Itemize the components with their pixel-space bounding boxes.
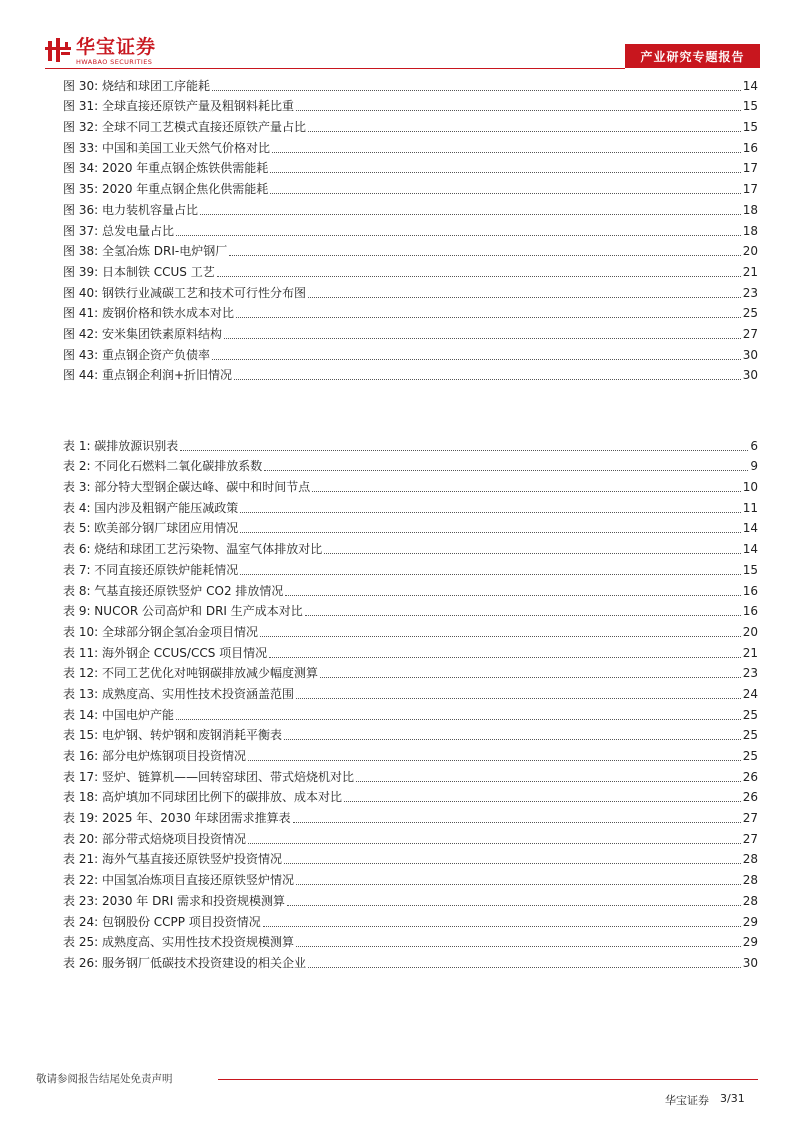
toc-entry-title: 表 26: 服务钢厂低碳技术投资建设的相关企业: [63, 955, 306, 970]
toc-leader-dots: [284, 863, 741, 864]
toc-entry-page: 15: [742, 120, 758, 135]
toc-entry[interactable]: [63, 930, 758, 951]
toc-leader-dots: [176, 235, 741, 236]
toc-entry-title: 表 19: 2025 年、2030 年球团需求推算表: [63, 811, 291, 826]
toc-leader-dots: [269, 657, 741, 658]
footer-page-number: 3/31: [720, 1092, 745, 1105]
toc-entry-title: 表 20: 部分带式焙烧项目投资情况: [63, 831, 246, 846]
toc-entry[interactable]: [63, 342, 758, 363]
toc-entry[interactable]: [63, 578, 758, 599]
table-index-list: [63, 433, 758, 971]
toc-entry[interactable]: [63, 867, 758, 888]
toc-leader-dots: [320, 677, 741, 678]
toc-leader-dots: [308, 967, 741, 968]
toc-entry-page: 14: [742, 521, 758, 536]
toc-entry[interactable]: [63, 826, 758, 847]
toc-leader-dots: [284, 739, 741, 740]
toc-entry-page: 18: [742, 202, 758, 217]
toc-entry[interactable]: [63, 94, 758, 115]
toc-entry-page: 6: [750, 438, 758, 453]
toc-entry-page: 27: [742, 811, 758, 826]
footer-company: 华宝证券: [665, 1094, 709, 1107]
toc-leader-dots: [285, 595, 740, 596]
toc-entry-page: 28: [742, 873, 758, 888]
toc-entry[interactable]: [63, 301, 758, 322]
toc-entry[interactable]: [63, 156, 758, 177]
toc-entry[interactable]: [63, 280, 758, 301]
toc-entry-title: 图 41: 废钢价格和铁水成本对比: [63, 306, 234, 321]
toc-entry-title: 表 9: NUCOR 公司高炉和 DRI 生产成本对比: [63, 604, 303, 619]
toc-leader-dots: [344, 801, 741, 802]
toc-entry-page: 15: [742, 562, 758, 577]
toc-entry-title: 表 2: 不同化石燃料二氧化碳排放系数: [63, 459, 263, 474]
toc-entry-title: 图 33: 中国和美国工业天然气价格对比: [63, 140, 270, 155]
toc-leader-dots: [260, 636, 741, 637]
figure-index-list: [63, 73, 758, 383]
toc-entry-title: 表 16: 部分电炉炼钢项目投资情况: [63, 749, 246, 763]
toc-leader-dots: [272, 152, 741, 153]
toc-entry-page: 28: [742, 893, 758, 908]
toc-entry-title: 表 1: 碳排放源识别表: [63, 438, 179, 453]
toc-entry-page: 29: [742, 935, 758, 950]
toc-entry-title: 表 7: 不同直接还原铁炉能耗情况: [63, 562, 239, 577]
company-logo: [45, 37, 156, 66]
toc-entry-title: 表 25: 成熟度高、实用性技术投资规模测算: [63, 935, 294, 950]
toc-entry-title: 图 40: 钢铁行业减碳工艺和技术可行性分布图: [63, 285, 306, 300]
toc-entry-title: 图 34: 2020 年重点钢企炼铁供需能耗: [63, 161, 269, 176]
toc-entry[interactable]: [63, 516, 758, 537]
toc-entry-page: 21: [742, 264, 758, 279]
toc-leader-dots: [296, 946, 741, 947]
toc-entry-title: 图 42: 安米集团铁素原料结构: [63, 326, 222, 341]
toc-entry[interactable]: [63, 474, 758, 495]
toc-leader-dots: [248, 843, 741, 844]
logo-text-en: HWABAO SECURITIES: [76, 58, 153, 66]
toc-leader-dots: [180, 450, 748, 451]
toc-leader-dots: [296, 698, 741, 699]
toc-entry-title: 图 35: 2020 年重点钢企焦化供需能耗: [63, 182, 269, 197]
logo-mark-icon: [45, 37, 71, 63]
logo-text-cn: 华宝证券: [76, 36, 157, 58]
toc-leader-dots: [308, 297, 741, 298]
toc-entry[interactable]: [63, 847, 758, 868]
toc-entry[interactable]: [63, 197, 758, 218]
toc-leader-dots: [312, 491, 740, 492]
toc-entry-title: 图 31: 全球直接还原铁产量及粗钢料耗比重: [63, 99, 294, 114]
toc-entry-page: 14: [742, 542, 758, 557]
footer-disclaimer: 敬请参阅报告结尾处免责声明: [36, 1073, 173, 1085]
toc-leader-dots: [176, 719, 741, 720]
toc-entry-title: 表 15: 电炉钢、转炉钢和废钢消耗平衡表: [63, 728, 282, 743]
toc-entry[interactable]: [63, 433, 758, 454]
toc-entry-title: 图 30: 烧结和球团工序能耗: [63, 78, 210, 93]
toc-entry-page: 30: [742, 368, 758, 383]
toc-entry-page: 27: [742, 831, 758, 846]
toc-leader-dots: [264, 470, 748, 471]
toc-leader-dots: [270, 172, 740, 173]
toc-leader-dots: [240, 532, 740, 533]
toc-entry[interactable]: [63, 661, 758, 682]
toc-entry-title: 表 22: 中国氢冶炼项目直接还原铁竖炉情况: [63, 873, 294, 888]
toc-leader-dots: [224, 338, 741, 339]
toc-entry-title: 表 12: 不同工艺优化对吨钢碳排放减少幅度测算: [63, 666, 318, 681]
toc-leader-dots: [270, 193, 740, 194]
toc-entry[interactable]: [63, 73, 758, 94]
toc-entry[interactable]: [63, 702, 758, 723]
toc-entry[interactable]: [63, 495, 758, 516]
toc-entry[interactable]: [63, 259, 758, 280]
footer-divider: [218, 1079, 758, 1080]
toc-entry-page: 25: [742, 749, 758, 763]
toc-entry-title: 表 14: 中国电炉产能: [63, 707, 174, 722]
toc-entry-title: 表 24: 包钢股份 CCPP 项目投资情况: [63, 914, 261, 929]
toc-entry-page: 28: [742, 852, 758, 867]
toc-leader-dots: [287, 905, 741, 906]
toc-entry-title: 图 32: 全球不同工艺模式直接还原铁产量占比: [63, 120, 306, 135]
toc-leader-dots: [296, 110, 741, 111]
toc-entry-title: 表 10: 全球部分钢企氢冶金项目情况: [63, 624, 258, 639]
toc-leader-dots: [212, 359, 741, 360]
page-header: [0, 0, 793, 75]
toc-entry[interactable]: [63, 321, 758, 342]
header-divider: [45, 68, 625, 69]
toc-entry-page: 16: [742, 140, 758, 155]
toc-leader-dots: [296, 884, 741, 885]
toc-entry-title: 表 21: 海外气基直接还原铁竖炉投资情况: [63, 852, 282, 867]
toc-leader-dots: [305, 615, 741, 616]
toc-entry[interactable]: [63, 619, 758, 640]
toc-leader-dots: [240, 512, 740, 513]
toc-entry-title: 表 18: 高炉填加不同球团比例下的碳排放、成本对比: [63, 790, 342, 805]
toc-leader-dots: [324, 553, 740, 554]
toc-entry-title: 表 3: 部分特大型钢企碳达峰、碳中和时间节点: [63, 480, 311, 495]
toc-entry-page: 24: [742, 686, 758, 701]
toc-entry-page: 11: [742, 500, 758, 515]
toc-entry-title: 表 6: 烧结和球团工艺污染物、温室气体排放对比: [63, 542, 323, 557]
toc-entry-page: 23: [742, 666, 758, 681]
toc-entry-page: 20: [742, 244, 758, 259]
toc-entry[interactable]: [63, 723, 758, 744]
toc-entry-page: 15: [742, 99, 758, 114]
toc-entry-page: 16: [742, 583, 758, 598]
toc-leader-dots: [234, 379, 741, 380]
toc-leader-dots: [236, 317, 741, 318]
toc-leader-dots: [293, 822, 741, 823]
toc-leader-dots: [217, 276, 741, 277]
toc-entry-title: 图 38: 全氢冶炼 DRI-电炉钢厂: [63, 244, 228, 259]
toc-leader-dots: [240, 574, 740, 575]
toc-entry[interactable]: [63, 640, 758, 661]
toc-entry-page: 25: [742, 728, 758, 743]
toc-entry-title: 图 36: 电力装机容量占比: [63, 202, 198, 217]
toc-entry-page: 14: [742, 78, 758, 93]
toc-entry[interactable]: [63, 114, 758, 135]
toc-entry[interactable]: [63, 176, 758, 197]
toc-entry[interactable]: [63, 557, 758, 578]
toc-entry[interactable]: [63, 239, 758, 260]
toc-entry-page: 26: [742, 790, 758, 805]
toc-entry-title: 表 23: 2030 年 DRI 需求和投资规模测算: [63, 893, 286, 908]
toc-entry[interactable]: [63, 764, 758, 785]
toc-entry[interactable]: [63, 681, 758, 702]
toc-entry-page: 17: [742, 161, 758, 176]
toc-entry-title: 表 8: 气基直接还原铁竖炉 CO2 排放情况: [63, 583, 284, 598]
toc-entry-page: 30: [742, 347, 758, 362]
toc-entry[interactable]: [63, 743, 758, 764]
toc-entry-page: 25: [742, 707, 758, 722]
toc-entry[interactable]: [63, 536, 758, 557]
toc-entry-title: 表 5: 欧美部分钢厂球团应用情况: [63, 521, 239, 536]
toc-entry[interactable]: [63, 805, 758, 826]
toc-entry-page: 23: [742, 285, 758, 300]
toc-entry-page: 30: [742, 955, 758, 970]
toc-entry[interactable]: [63, 135, 758, 156]
toc-entry-page: 16: [742, 604, 758, 619]
toc-leader-dots: [248, 760, 741, 761]
toc-entry-page: 18: [742, 223, 758, 238]
toc-entry-title: 图 44: 重点钢企利润+折旧情况: [63, 368, 232, 383]
toc-entry-title: 表 4: 国内涉及粗钢产能压减政策: [63, 500, 239, 515]
toc-entry-page: 9: [750, 459, 758, 474]
toc-entry-title: 图 43: 重点钢企资产负债率: [63, 347, 210, 362]
toc-entry[interactable]: [63, 363, 758, 384]
toc-entry-title: 图 39: 日本制铁 CCUS 工艺: [63, 264, 215, 279]
toc-entry[interactable]: [63, 888, 758, 909]
toc-entry-page: 21: [742, 645, 758, 660]
toc-leader-dots: [356, 781, 741, 782]
report-type-badge: 产业研究专题报告: [625, 44, 760, 68]
toc-entry-page: 20: [742, 624, 758, 639]
toc-entry[interactable]: [63, 950, 758, 971]
toc-entry-page: 26: [742, 769, 758, 784]
toc-leader-dots: [200, 214, 741, 215]
toc-entry-title: 图 37: 总发电量占比: [63, 223, 174, 238]
toc-entry-page: 27: [742, 326, 758, 341]
toc-entry-page: 17: [742, 182, 758, 197]
toc-entry-title: 表 11: 海外钢企 CCUS/CCS 项目情况: [63, 645, 268, 660]
toc-entry-title: 表 17: 竖炉、链算机——回转窑球团、带式焙烧机对比: [63, 769, 354, 784]
toc-entry-page: 29: [742, 914, 758, 929]
toc-entry[interactable]: [63, 454, 758, 475]
toc-leader-dots: [229, 255, 741, 256]
toc-entry-page: 25: [742, 306, 758, 321]
toc-entry[interactable]: [63, 785, 758, 806]
toc-leader-dots: [308, 131, 741, 132]
toc-entry[interactable]: [63, 218, 758, 239]
toc-leader-dots: [212, 90, 741, 91]
toc-entry[interactable]: [63, 599, 758, 620]
toc-leader-dots: [263, 926, 741, 927]
toc-entry-page: 10: [742, 480, 758, 495]
toc-entry[interactable]: [63, 909, 758, 930]
toc-entry-title: 表 13: 成熟度高、实用性技术投资涵盖范围: [63, 686, 294, 701]
